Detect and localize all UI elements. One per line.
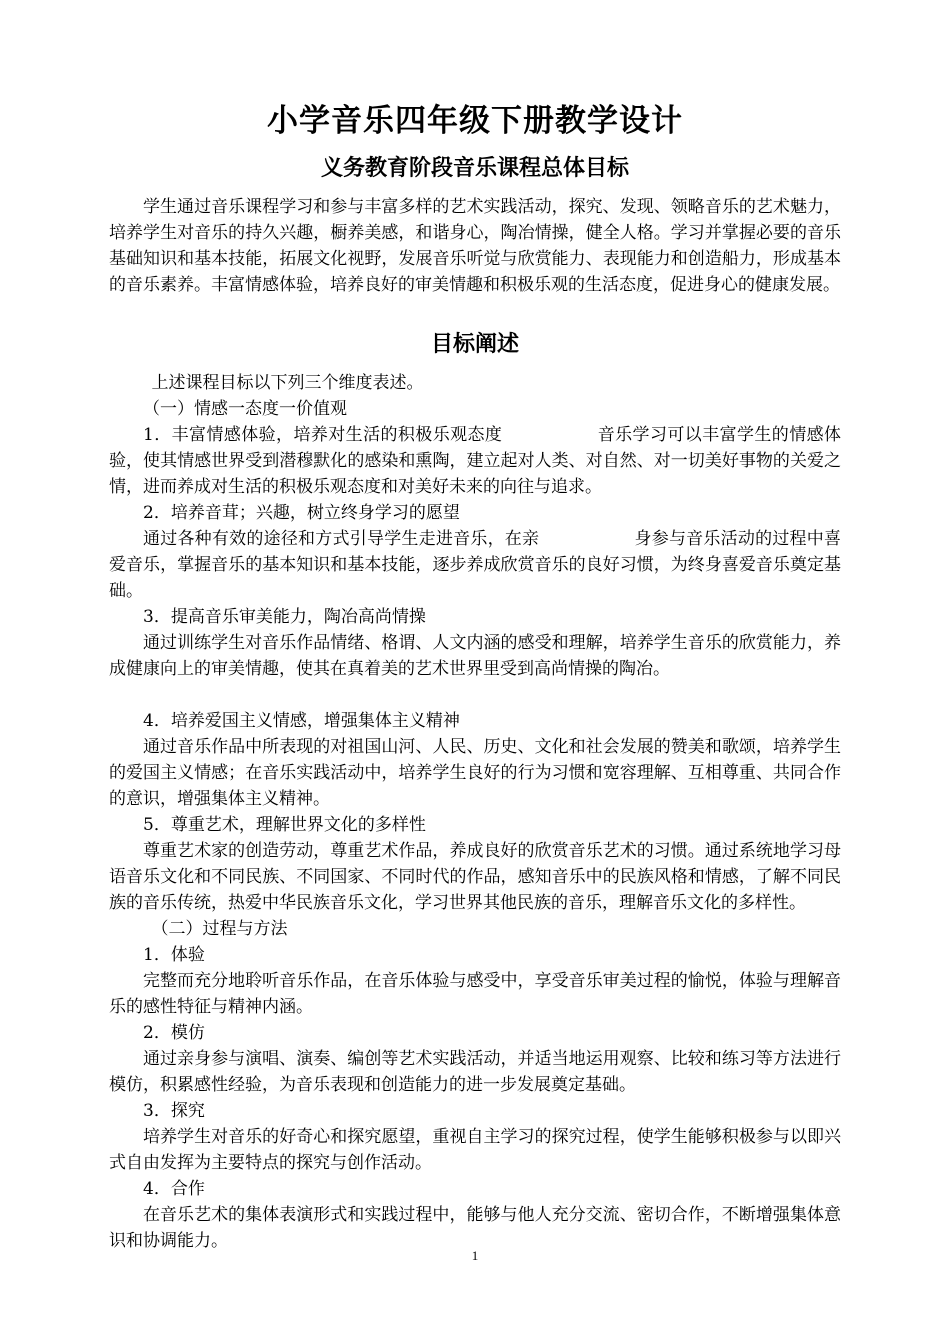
- section-title: 目标阐述: [430, 332, 519, 357]
- goal-item-1-text-b: 情感体验，使其情感世界受到潜穆默化的感染和熏陶，建立起对人类、对自然、对一切美好事物的关爱之情，进而养成对生活的积极乐观态度和对美好未来的向往与追求。: [109, 425, 841, 497]
- method-2-head: 2．模仿: [143, 1023, 205, 1043]
- page-number: 1: [471, 1248, 479, 1263]
- goal-item-1-head: 1．丰富情感体验，培养对生活的积极乐观态度: [143, 425, 503, 445]
- goal-item-1-text-a: 音乐学习可以丰富学生的: [597, 425, 790, 445]
- document-subtitle: 义务教育阶段音乐课程总体目标: [320, 156, 629, 181]
- method-4-head: 4．合作: [143, 1179, 205, 1199]
- document-title: 小学音乐四年级下册教学设计: [267, 103, 683, 139]
- goal-item-4-head: 4．培养爱国主义情感，增强集体主义精神: [143, 711, 460, 731]
- intro-block: [109, 194, 841, 298]
- goal-item-2-head: 2．培养音茸；兴趣，树立终身学习的愿望: [143, 503, 460, 523]
- dimension-heading-1: （一）情感一态度一价值观: [143, 399, 347, 419]
- intro-paragraph: 学生通过音乐课程学习和参与丰富多样的艺术实践活动，探究、发现、领略音乐的艺术魅力，培养学生对音乐的持久兴趣，橱养美感，和谐身心，陶冶情操，健全人格。学习并掌握必要的音乐基础知识和基本技能，拓展文化视野，发展音乐听觉与欣赏能力、表现能力和创造船力，形成基本的音乐素养。丰富情感体验，培养良好的审美情趣和积极乐观的生活态度，促进身心的健康发展。: [109, 197, 841, 295]
- goals-body: [109, 370, 841, 1254]
- goal-item-2-text-a: 通过各种有效的途径和方式引导学生走进音乐，在亲: [143, 529, 540, 549]
- method-2-text: 通过亲身参与演唱、演奏、编创等艺术实践活动，并适当地运用观察、比较和练习等方法进行模仿，积累感性经验，为音乐表现和创造能力的进一步发展奠定基础。: [109, 1049, 841, 1095]
- method-1-head: 1．体验: [143, 945, 205, 965]
- blank-line: [109, 682, 841, 708]
- lead-paragraph: 上述课程目标以下列三个维度表述。: [151, 373, 424, 393]
- goal-item-1: [109, 422, 841, 500]
- method-3-head: 3．探究: [143, 1101, 205, 1121]
- goal-item-5-head: 5．尊重艺术，理解世界文化的多样性: [143, 815, 426, 835]
- method-1-text: 完整而充分地聆听音乐作品，在音乐体验与感受中，享受音乐审美过程的愉悦，体验与理解音乐的感性特征与精神内涵。: [109, 971, 841, 1017]
- goal-item-3-head: 3．提高音乐审美能力，陶冶高尚情操: [143, 607, 426, 627]
- goal-item-2: [109, 526, 841, 604]
- goal-item-2-text-b: 身参与音乐活动的过程中喜爱音乐，掌握音乐的基本知识和基本技能，逐步养成欣赏音乐的良好习惯，为终身喜爱音乐奠定基础。: [109, 529, 842, 601]
- goal-item-5-text: 尊重艺术家的创造劳动，尊重艺术作品，养成良好的欣赏音乐艺术的习惯。通过系统地学习母语音乐文化和不同民族、不同国家、不同时代的作品，感知音乐中的民族风格和情感，了解不同民族的音乐传统，热爱中华民族音乐文化，学习世界其他民族的音乐，理解音乐文化的多样性。: [109, 841, 841, 913]
- goal-item-4-text: 通过音乐作品中所表现的对祖国山河、人民、历史、文化和社会发展的赞美和歌颂，培养学生的爱国主义情感；在音乐实践活动中，培养学生良好的行为习惯和宽容理解、互相尊重、共同合作的意识，增强集体主义精神。: [109, 737, 841, 809]
- method-3-text: 培养学生对音乐的好奇心和探究愿望，重视自主学习的探究过程，使学生能够积极参与以即兴式自由发挥为主要特点的探究与创作活动。: [109, 1127, 841, 1173]
- dimension-heading-2: （二）过程与方法: [151, 919, 288, 939]
- goal-item-3-text: 通过训练学生对音乐作品情绪、格谓、人文内涵的感受和理解，培养学生音乐的欣赏能力，养成健康向上的审美情趣，使其在真着美的艺术世界里受到高尚情操的陶冶。: [109, 633, 841, 679]
- method-4-text: 在音乐艺术的集体表演形式和实践过程中，能够与他人充分交流、密切合作，不断增强集体意识和协调能力。: [109, 1205, 841, 1251]
